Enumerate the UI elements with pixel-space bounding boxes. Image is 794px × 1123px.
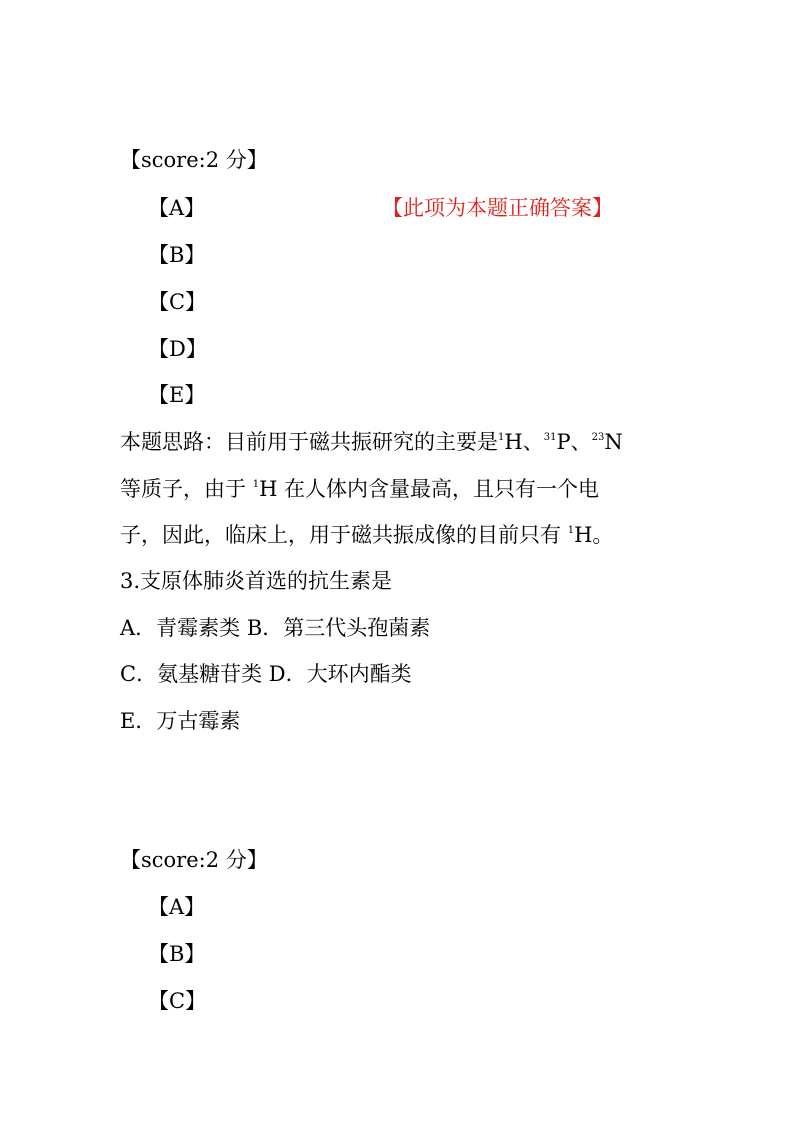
explanation-text: 本题思路：目前用于磁共振研究的主要是 xyxy=(120,430,498,454)
explanation-line-1 xyxy=(120,428,623,456)
option-label: 【B】 xyxy=(148,243,206,267)
superscript: 31 xyxy=(543,432,557,443)
superscript: 1 xyxy=(252,479,260,490)
option-label: 【C】 xyxy=(148,290,207,314)
choice-line-3: E．万古霉素 xyxy=(120,709,241,733)
superscript: 23 xyxy=(591,432,605,443)
option-c[interactable] xyxy=(148,987,206,1015)
explanation-text: P、 xyxy=(556,430,592,454)
option-label: 【A】 xyxy=(148,196,206,220)
correct-answer-mark: 【此项为本题正确答案】 xyxy=(382,196,613,220)
option-b[interactable] xyxy=(148,940,205,968)
option-label: 【B】 xyxy=(148,942,206,966)
explanation-text: 等质子，由于 xyxy=(120,477,246,501)
option-c[interactable] xyxy=(148,288,206,316)
explanation-text: H、 xyxy=(504,430,544,454)
choice-line-2: C．氨基糖苷类 D．大环内酯类 xyxy=(120,662,412,686)
option-a[interactable] xyxy=(148,893,205,921)
option-b[interactable] xyxy=(148,241,205,269)
score-label: 【score:2 分】 xyxy=(120,848,268,872)
superscript: 1 xyxy=(498,432,505,443)
option-label: 【D】 xyxy=(148,337,207,361)
superscript: 1 xyxy=(567,525,575,536)
option-label: 【E】 xyxy=(148,383,206,407)
explanation-text: 子，因此，临床上，用于磁共振成像的目前只有 xyxy=(120,523,561,547)
question-stem: 3.支原体肺炎首选的抗生素是 xyxy=(120,569,393,593)
option-d[interactable] xyxy=(148,335,207,363)
explanation-text: N xyxy=(604,430,623,454)
explanation-line-3 xyxy=(120,521,613,549)
option-label: 【A】 xyxy=(148,895,206,919)
explanation-line-2 xyxy=(120,475,599,503)
option-a[interactable] xyxy=(148,194,613,222)
option-e[interactable] xyxy=(148,381,205,409)
explanation-text: H 在人体内含量最高，且只有一个电 xyxy=(259,477,600,501)
explanation-text: H。 xyxy=(574,523,614,547)
option-label: 【C】 xyxy=(148,989,207,1013)
choice-line-1: A．青霉素类 B．第三代头孢菌素 xyxy=(120,616,431,640)
score-label: 【score:2 分】 xyxy=(120,148,268,172)
